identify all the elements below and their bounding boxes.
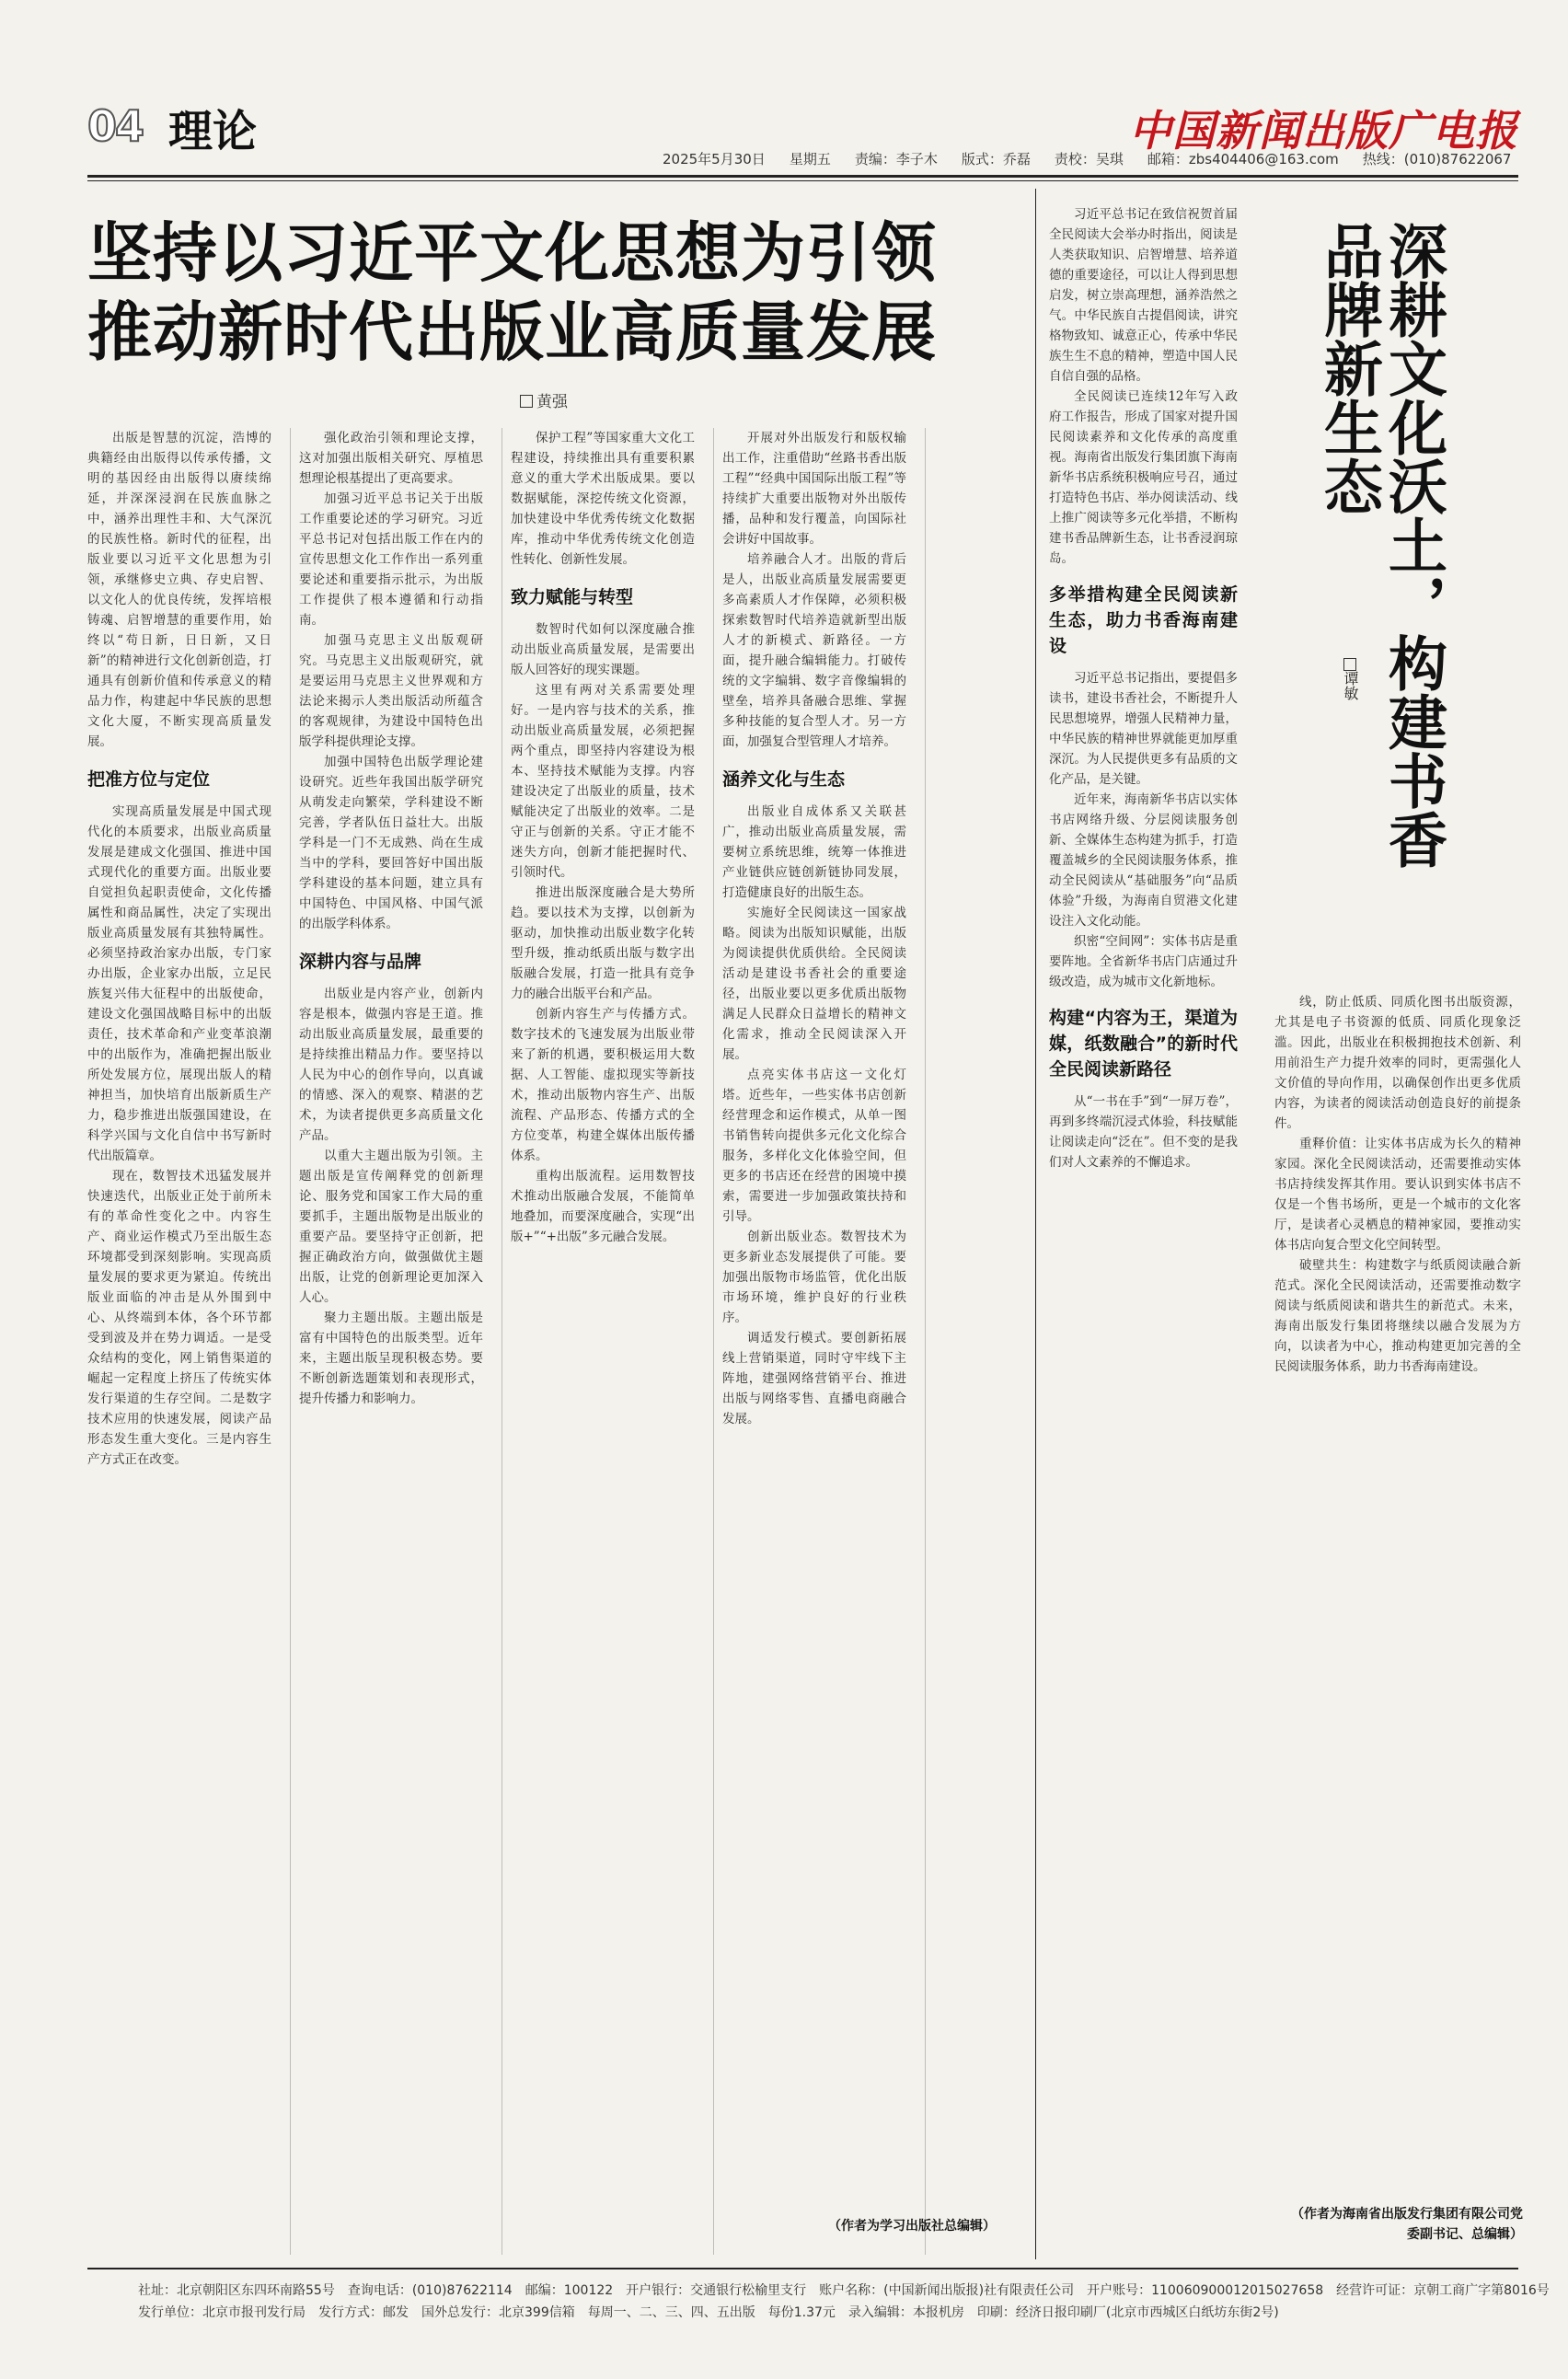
header-rule	[87, 175, 1518, 178]
contact-email[interactable]: 邮箱：zbs404406@163.com	[1147, 151, 1339, 167]
section-heading: 多举措构建全民阅读新生态，助力书香海南建设	[1049, 584, 1238, 656]
paragraph: 加强习近平总书记关于出版工作重要论述的学习研究。习近平总书记对包括出版工作在内的宣传思想文化工作作出一系列重要论述和重要指示批示，为出版工作提供了根本遵循和行动指南。	[299, 491, 483, 628]
footer-line-1: 社址：北京朝阳区东四环南路55号 查询电话：(010)87622114 邮编：100122 开户银行：交通银行松榆里支行 账户名称：(中国新闻出版报)社有限责任公司 开户账号：110060900012015027658 经营许可证：京朝工商广字第8016号	[138, 2283, 1550, 2298]
paragraph: 以重大主题出版为引领。主题出版是宣传阐释党的创新理论、服务党和国家工作大局的重要抓手，主题出版物是出版业的重要产品。要坚持守正创新，把握正确政治方向，做强做优主题出版，让党的创新理论更加深入人心。	[299, 1149, 483, 1305]
column-divider	[925, 428, 926, 2255]
paragraph: 调适发行模式。要创新拓展线上营销渠道，同时守牢线下主阵地，建强网络营销平台、推进出版与网络零售、直播电商融合发展。	[722, 1331, 906, 1426]
section-heading: 深耕内容与品牌	[299, 952, 422, 972]
section-heading: 致力赋能与转型	[511, 587, 634, 607]
paragraph: 开展对外出版发行和版权输出工作，注重借助“丝路书香出版工程”“经典中国国际出版工程”等持续扩大重要出版物对外出版传播，品种和发行覆盖，向国际社会讲好中国故事。	[722, 431, 906, 547]
column-divider	[713, 428, 714, 2255]
article-column-1	[87, 428, 271, 1470]
editor-credit: 责编：李子木	[854, 151, 938, 167]
side-column-2	[1274, 992, 1521, 1377]
contact-hotline: 热线：(010)87622067	[1362, 151, 1512, 167]
paragraph: 聚力主题出版。主题出版是富有中国特色的出版类型。近年来，主题出版呈现积极态势。要不断创新选题策划和表现形式，提升传播力和影响力。	[299, 1311, 483, 1406]
issue-date: 2025年5月30日	[663, 151, 766, 167]
headline-line-2: 推动新时代出版业高质量发展	[87, 294, 937, 370]
paragraph: 出版业自成体系又关联甚广，推动出版业高质量发展，需要树立系统思维，统筹一体推进产业链供应链创新链协同发展，打造健康良好的出版生态。	[722, 804, 906, 900]
paragraph: 点亮实体书店这一文化灯塔。近些年，一些实体书店创新经营理念和运作模式，从单一图书销售转向提供多元化文化综合服务，多样化文化体验空间，但更多的书店还在经营的困境中摸索，需要进一步加强政策扶持和引导。	[722, 1068, 906, 1224]
paragraph: 近年来，海南新华书店以实体书店网络升级、分层阅读服务创新、全媒体生态构建为抓手，打造覆盖城乡的全民阅读服务体系，推动全民阅读从“基础服务”向“品质体验”升级，为海南自贸港文化建设注入文化动能。	[1049, 792, 1238, 929]
paragraph: 推进出版深度融合是大势所趋。要以技术为支撑，以创新为驱动，加快推动出版业数字化转型升级，推动纸质出版与数字出版融合发展，打造一批具有竞争力的融合出版平台和产品。	[511, 885, 695, 1001]
paragraph: 织密“空间网”：实体书店是重要阵地。全省新华书店门店通过升级改造，成为城市文化新地标。	[1049, 934, 1238, 989]
issue-weekday: 星期五	[789, 151, 831, 167]
author-name: 黄强	[536, 393, 568, 411]
section-heading: 涵养文化与生态	[722, 769, 846, 790]
paragraph: 创新内容生产与传播方式。数字技术的飞速发展为出版业带来了新的机遇，要积极运用大数据、人工智能、虚拟现实等新技术，推动出版物内容生产、出版流程、产品形态、传播方式的全方位变革，构建全媒体出版传播体系。	[511, 1007, 695, 1163]
section-name: 理论	[168, 106, 258, 157]
article-column-3	[511, 428, 695, 1247]
byline-box-icon	[520, 395, 533, 408]
side-author-name: 谭敏	[1342, 671, 1359, 700]
paragraph: 强化政治引领和理论支撑，这对加强出版相关研究、厚植思想理论根基提出了更高要求。	[299, 431, 483, 486]
paragraph: 保护工程”等国家重大文化工程建设，持续推出具有重要积累意义的重大学术出版成果。要以数据赋能，深挖传统文化资源，加快建设中华优秀传统文化数据库，推动中华优秀传统文化创造性转化、创新性发展。	[511, 431, 695, 567]
section-heading: 把准方位与定位	[87, 769, 211, 790]
article-column-2	[299, 428, 483, 1409]
paragraph: 重释价值：让实体书店成为长久的精神家园。深化全民阅读活动，还需要推动实体书店持续发挥其作用。要认识到实体书店不仅是一个售书场所，更是一个城市的文化客厅，是读者心灵栖息的精神家园，要推动实体书店向复合型文化空间转型。	[1274, 1137, 1521, 1253]
side-article-divider	[1035, 189, 1036, 2259]
footer-line-2: 发行单位：北京市报刊发行局 发行方式：邮发 国外总发行：北京399信箱 每周一、二、三、四、五出版 每份1.37元 录入编辑：本报机房 印刷：经济日报印刷厂(北京市西城区白纸坊东街2号)	[138, 2305, 1279, 2320]
header-rule-thin	[87, 180, 1518, 181]
main-byline	[520, 388, 568, 411]
paragraph: 数智时代如何以深度融合推动出版业高质量发展，是需要出版人回答好的现实课题。	[511, 622, 695, 677]
section-heading: 构建“内容为王，渠道为媒，纸数融合”的新时代全民阅读新路径	[1049, 1008, 1238, 1080]
proof-credit: 责校：吴琪	[1054, 151, 1124, 167]
side-author-note: （作者为海南省出版发行集团有限公司党委副书记、总编辑）	[1291, 2207, 1523, 2242]
paragraph: 加强马克思主义出版观研究。马克思主义出版观研究，就是要运用马克思主义世界观和方法论来揭示人类出版活动所蕴含的客观规律，为建设中国特色出版学科提供理论支撑。	[299, 633, 483, 749]
byline-box-icon	[1343, 658, 1356, 671]
headline-line-1: 坚持以习近平文化思想为引领	[87, 215, 937, 291]
masthead-logo: 中国新闻出版广电报	[1129, 106, 1518, 156]
paragraph: 培养融合人才。出版的背后是人，出版业高质量发展需要更多高素质人才作保障，必须积极探索数智时代培养造就新型出版人才的新模式、新路径。一方面，提升融合编辑能力。打破传统的文字编辑、数字音像编辑的壁垒，培养具备融合思维、掌握多种技能的复合型人才。另一方面，加强复合型管理人才培养。	[722, 552, 906, 749]
side-headline: 深耕文化沃土，构建书香品牌新生态	[1314, 221, 1447, 869]
issue-meta	[663, 149, 1518, 173]
paragraph: 从“一书在手”到“一屏万卷”，再到多终端沉浸式体验，科技赋能让阅读走向“泛在”。但不变的是我们对人文素养的不懈追求。	[1049, 1094, 1238, 1170]
main-author-note: （作者为学习出版社总编辑）	[828, 2219, 996, 2234]
footer-rule	[87, 2268, 1518, 2269]
main-headline	[87, 214, 1021, 372]
paragraph: 重构出版流程。运用数智技术推动出版融合发展，不能简单地叠加，而要深度融合，实现“出版+”“+出版”多元融合发展。	[511, 1169, 695, 1244]
paragraph: 创新出版业态。数智技术为更多新业态发展提供了可能。要加强出版物市场监管，优化出版市场环境，维护良好的行业秩序。	[722, 1230, 906, 1325]
paragraph: 出版是智慧的沉淀，浩博的典籍经由出版得以传承传播，文明的基因经由出版得以赓续绵延，并深深浸润在民族血脉之中，涵养出理性丰和、大气深沉的民族性格。新时代的征程，出版业要以习近平文化思想为引领，承继修史立典、存史启智、以文化人的优良传统，发挥培根铸魂、启智增慧的重要作用，始终以“苟日新，日日新，又日新”的精神进行文化创新创造，打通具有创新价值和传承意义的精品力作，构建起中华民族的思想文化大厦，不断实现高质量发展。	[87, 431, 271, 749]
paragraph: 习近平总书记指出，要提倡多读书，建设书香社会，不断提升人民思想境界，增强人民精神力量，中华民族的精神世界就能更加厚重深沉。为人民提供更多有品质的文化产品，是关键。	[1049, 671, 1238, 787]
paragraph: 出版业是内容产业，创新内容是根本，做强内容是王道。推动出版业高质量发展，最重要的是持续推出精品力作。要坚持以人民为中心的创作导向，以真诚的情感、深入的观察、精湛的艺术，为读者提供更多高质量文化产品。	[299, 987, 483, 1143]
side-column-1	[1049, 204, 1238, 1172]
layout-credit: 版式：乔磊	[961, 151, 1031, 167]
paragraph: 现在，数智技术迅猛发展并快速迭代，出版业正处于前所未有的革命性变化之中。内容生产、商业运作模式乃至出版生态环境都受到深刻影响。实现高质量发展的要求更为紧迫。传统出版业面临的冲击是从外围到中心、从终端到本体，各个环节都受到波及并在势力调适。一是受众结构的变化，网上销售渠道的崛起一定程度上挤压了传统实体发行渠道的生存空间。二是数字技术应用的快速发展，阅读产品形态发生重大变化。三是内容生产方式正在改变。	[87, 1169, 271, 1467]
paragraph: 线，防止低质、同质化图书出版资源，尤其是电子书资源的低质、同质化现象泛滥。因此，出版业在积极拥抱技术创新、利用前沿生产力提升效率的同时，更需强化人文价值的导向作用，以确保创作出更多优质内容，为读者的阅读活动创造良好的前提条件。	[1274, 995, 1521, 1131]
paragraph: 这里有两对关系需要处理好。一是内容与技术的关系，推动出版业高质量发展，必须把握两个重点，即坚持内容建设为根本、坚持技术赋能为支撑。内容建设决定了出版业的质量，技术赋能决定了出版业的效率。二是守正与创新的关系。守正才能不迷失方向，创新才能把握时代、引领时代。	[511, 683, 695, 880]
column-divider	[290, 428, 291, 2255]
paragraph: 习近平总书记在致信祝贺首届全民阅读大会举办时指出，阅读是人类获取知识、启智增慧、培养道德的重要途径，可以让人得到思想启发，树立崇高理想，涵养浩然之气。中华民族自古提倡阅读，讲究格物致知、诚意正心，传承中华民族生生不息的精神，塑造中国人民自信自强的品格。	[1049, 207, 1238, 384]
paragraph: 加强中国特色出版学理论建设研究。近些年我国出版学研究从萌发走向繁荣，学科建设不断完善，学者队伍日益壮大。出版学科是一门不无成熟、尚在生成当中的学科，要回答好中国出版学科建设的基本问题，建立具有中国特色、中国风格、中国气派的出版学科体系。	[299, 755, 483, 931]
paragraph: 实施好全民阅读这一国家战略。阅读为出版知识赋能，出版为阅读提供优质供给。全民阅读活动是建设书香社会的重要途径，出版业要以更多优质出版物满足人民群众日益增长的精神文化需求，推动全民阅读深入开展。	[722, 906, 906, 1062]
paragraph: 破壁共生：构建数字与纸质阅读融合新范式。深化全民阅读活动，还需要推动数字阅读与纸质阅读和谐共生的新范式。未来，海南出版发行集团将继续以融合发展为方向，以读者为中心，推动构建更加完善的全民阅读服务体系，助力书香海南建设。	[1274, 1258, 1521, 1374]
page-number: 04	[87, 101, 144, 151]
paragraph: 全民阅读已连续12年写入政府工作报告，形成了国家对提升国民阅读素养和文化传承的高度重视。海南省出版发行集团旗下海南新华书店系统积极响应号召，通过打造特色书店、举办阅读活动、线上推广阅读等多元化举措，不断构建书香品牌新生态，让书香浸润琼岛。	[1049, 389, 1238, 566]
paragraph: 实现高质量发展是中国式现代化的本质要求，出版业高质量发展是建成文化强国、推进中国式现代化的重要方面。出版业要自觉担负起职责使命，文化传播属性和商品属性，决定了实现出版业高质量发展有其独特属性。必须坚持政治家办出版，专门家办出版，企业家办出版，立足民族复兴伟大征程中的出版使命，建设文化强国战略目标中的出版责任，技术革命和产业变革浪潮中的出版作为，准确把握出版业所处发展方位，展现出版人的精神担当，加快培育出版新质生产力，稳步推进出版强国建设，在科学兴国与文化自信中书写新时代出版篇章。	[87, 804, 271, 1163]
article-column-4	[722, 428, 906, 1429]
side-byline	[1339, 658, 1361, 700]
